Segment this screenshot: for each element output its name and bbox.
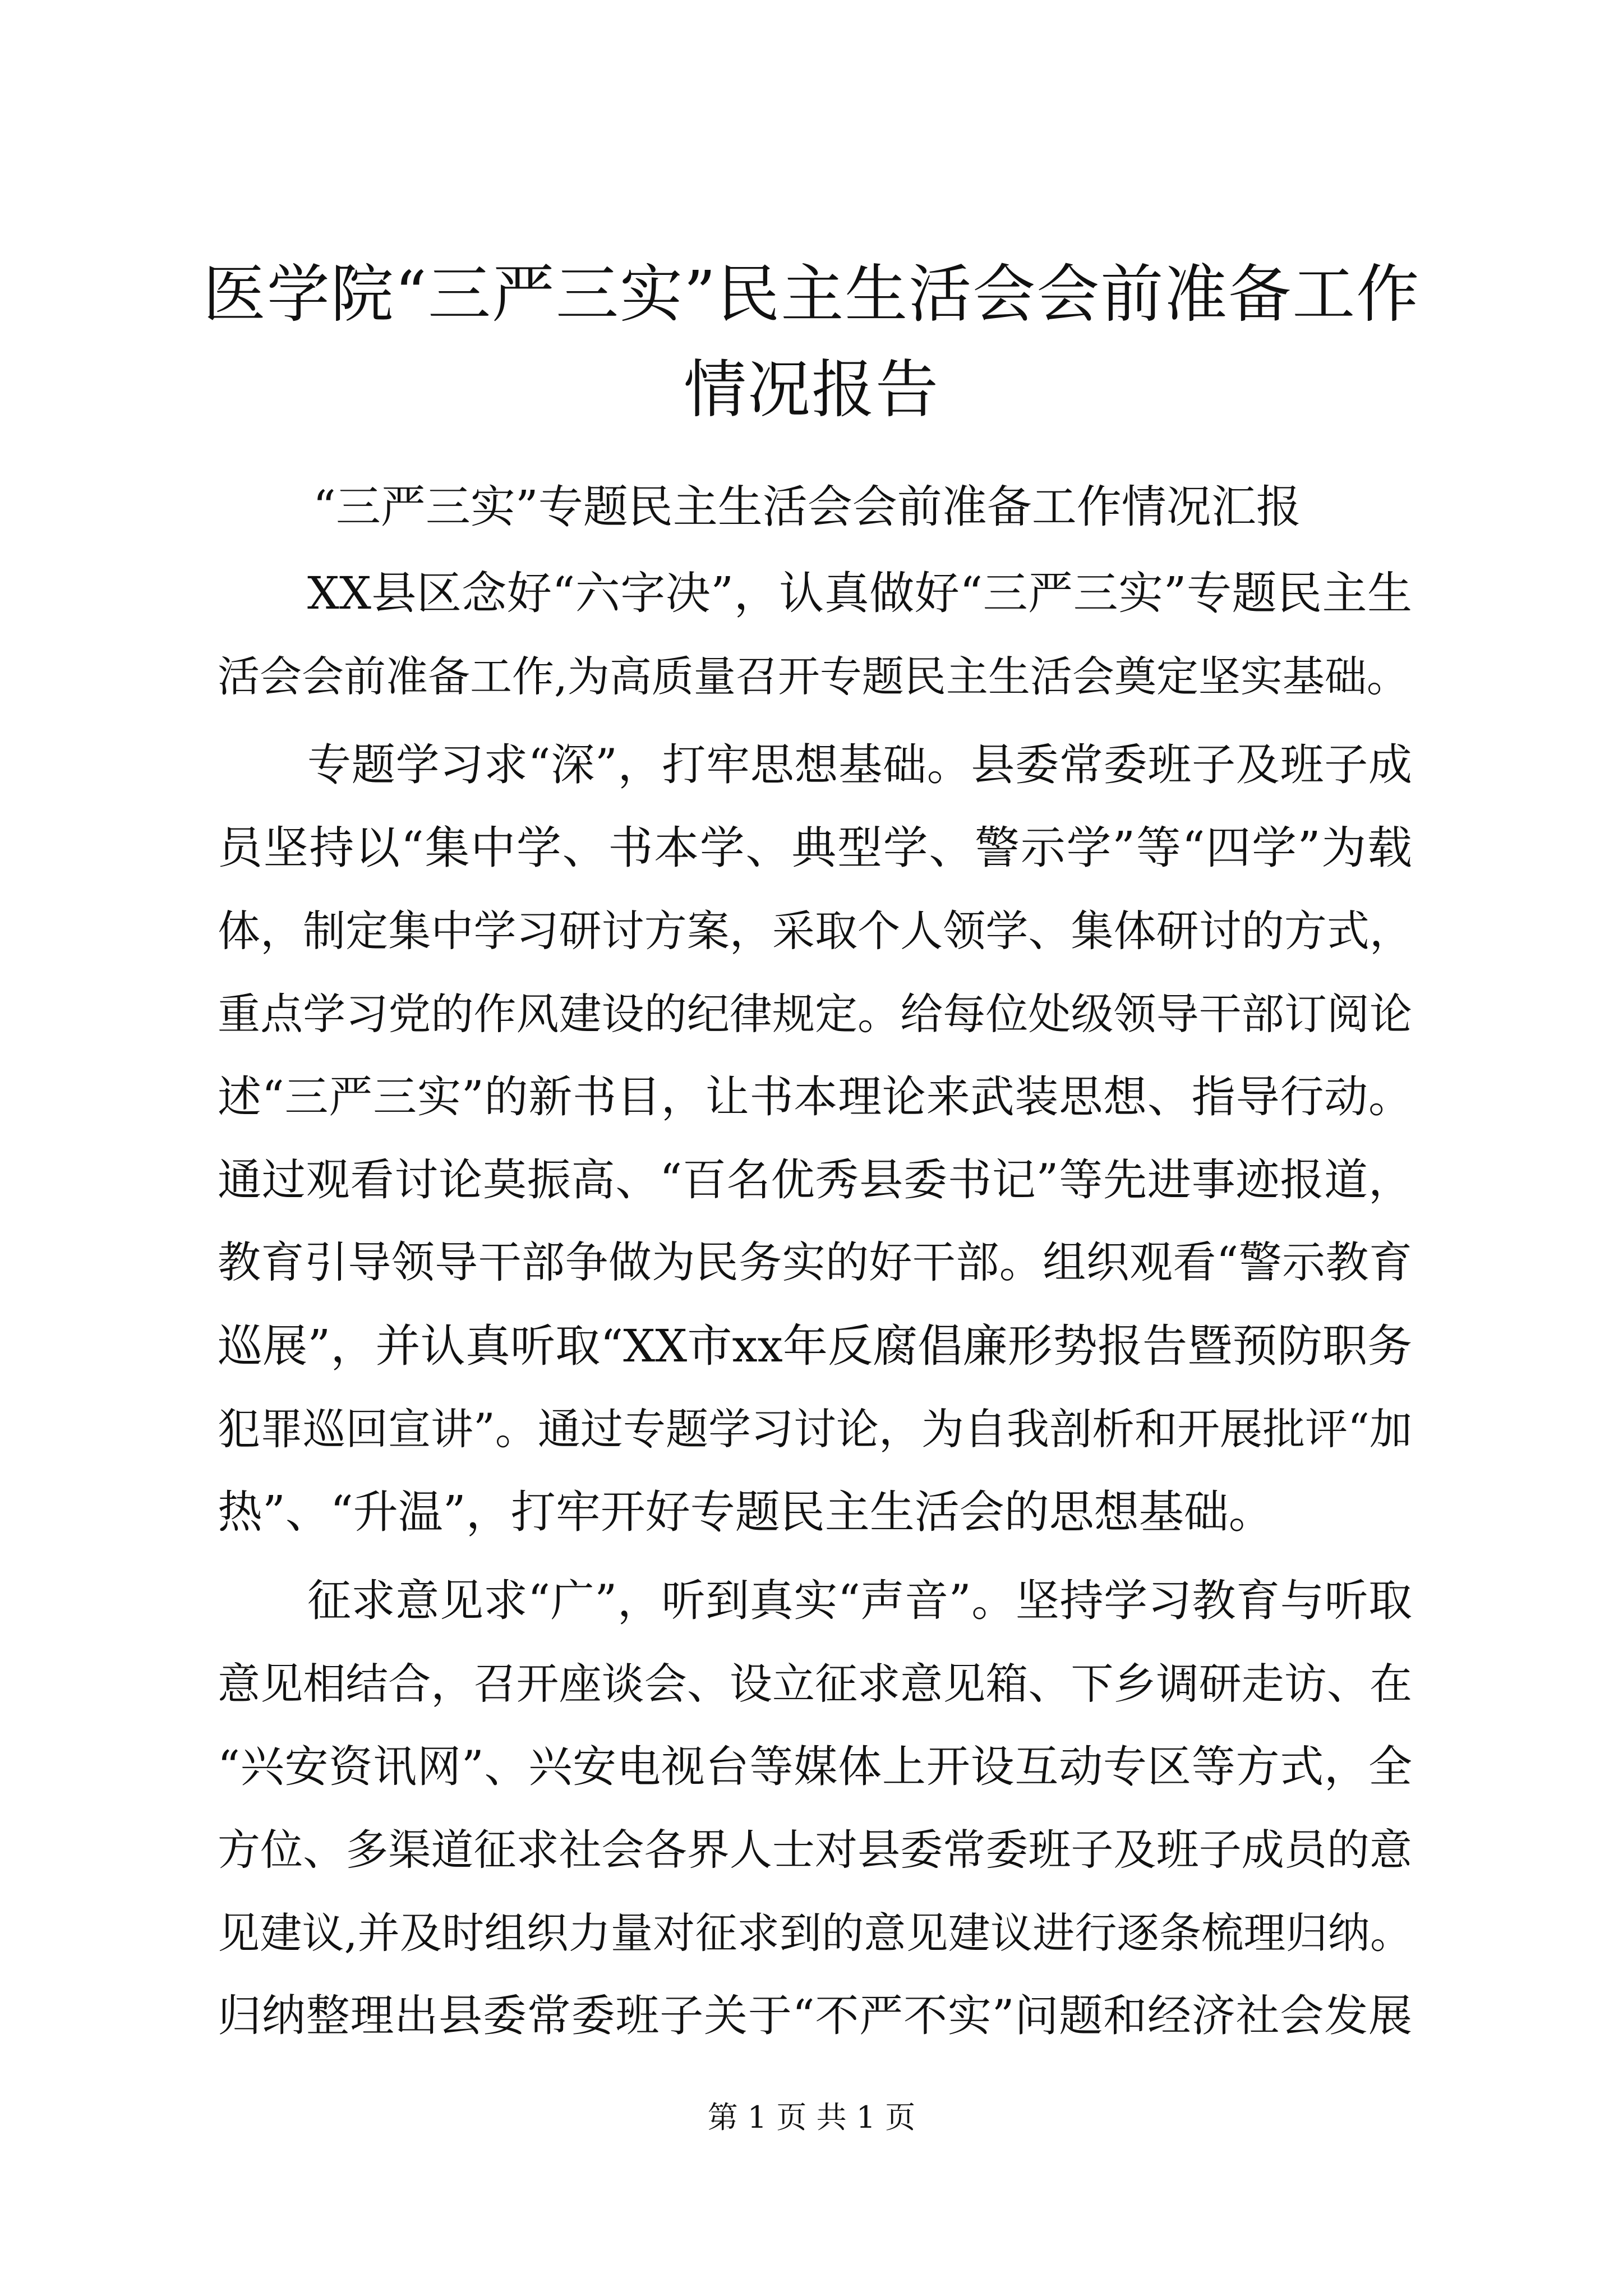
document-body [218,466,1412,2058]
paragraph-line: 教育引导领导干部争做为民务实的好干部。组织观看“警示教育 [218,1238,1412,1288]
paragraph-line: 意见相结合，召开座谈会、设立征求意见箱、下乡调研走访、在 [218,1659,1412,1709]
paragraph [218,724,1412,1554]
title-line-2: 情况报告 [684,353,939,426]
paragraph [218,1559,1412,2058]
title-line-1: 医学院“三严三实”民主生活会会前准备工作 [202,258,1421,331]
paragraph-line: 见建议,并及时组织力量对征求到的意见建议进行逐条梳理归纳。 [218,1908,1412,1958]
paragraph-line: 方位、多渠道征求社会各界人士对县委常委班子及班子成员的意 [218,1825,1412,1875]
paragraph-line: 征求意见求“广”，听到真实“声音”。坚持学习教育与听取 [307,1576,1412,1626]
paragraph-line: “兴安资讯网”、兴安电视台等媒体上开设互动专区等方式，全 [218,1742,1412,1792]
paragraph-line: 归纳整理出县委常委班子关于“不严不实”问题和经济社会发展 [218,1991,1412,2041]
paragraph-line: 专题学习求“深”，打牢思想基础。县委常委班子及班子成 [307,740,1412,790]
paragraph-line: 热”、“升温”，打牢开好专题民主生活会的思想基础。 [218,1486,1274,1538]
paragraph-line: 通过观看讨论莫振高、“百名优秀县委书记”等先进事迹报道， [218,1155,1412,1205]
page-number-footer: 第 1 页 共 1 页 [707,2100,916,2135]
paragraph-line: 巡展”，并认真听取“XX市xx年反腐倡廉形势报告暨预防职务 [218,1320,1412,1372]
paragraph-line: 述“三严三实”的新书目，让书本理论来武装思想、指导行动。 [218,1072,1412,1122]
paragraph-line: XX县区念好“六字决”，认真做好“三严三实”专题民主生 [307,567,1412,619]
paragraph-line: 犯罪巡回宣讲”。通过专题学习讨论，为自我剖析和开展批评“加 [218,1404,1412,1454]
paragraph-line: 体，制定集中学习研讨方案，采取个人领学、集体研讨的方式， [218,906,1412,956]
paragraph-line: 活会会前准备工作,为高质量召开专题民主生活会奠定坚实基础。 [218,652,1409,701]
paragraph [218,552,1412,718]
paragraph-line: 重点学习党的作风建设的纪律规定。给每位处级领导干部订阅论 [218,989,1412,1039]
document-subtitle: “三严三实”专题民主生活会会前准备工作情况汇报 [313,481,1301,533]
paragraph-line: 员坚持以“集中学、书本学、典型学、警示学”等“四学”为载 [218,822,1412,874]
document-title [168,247,1455,438]
